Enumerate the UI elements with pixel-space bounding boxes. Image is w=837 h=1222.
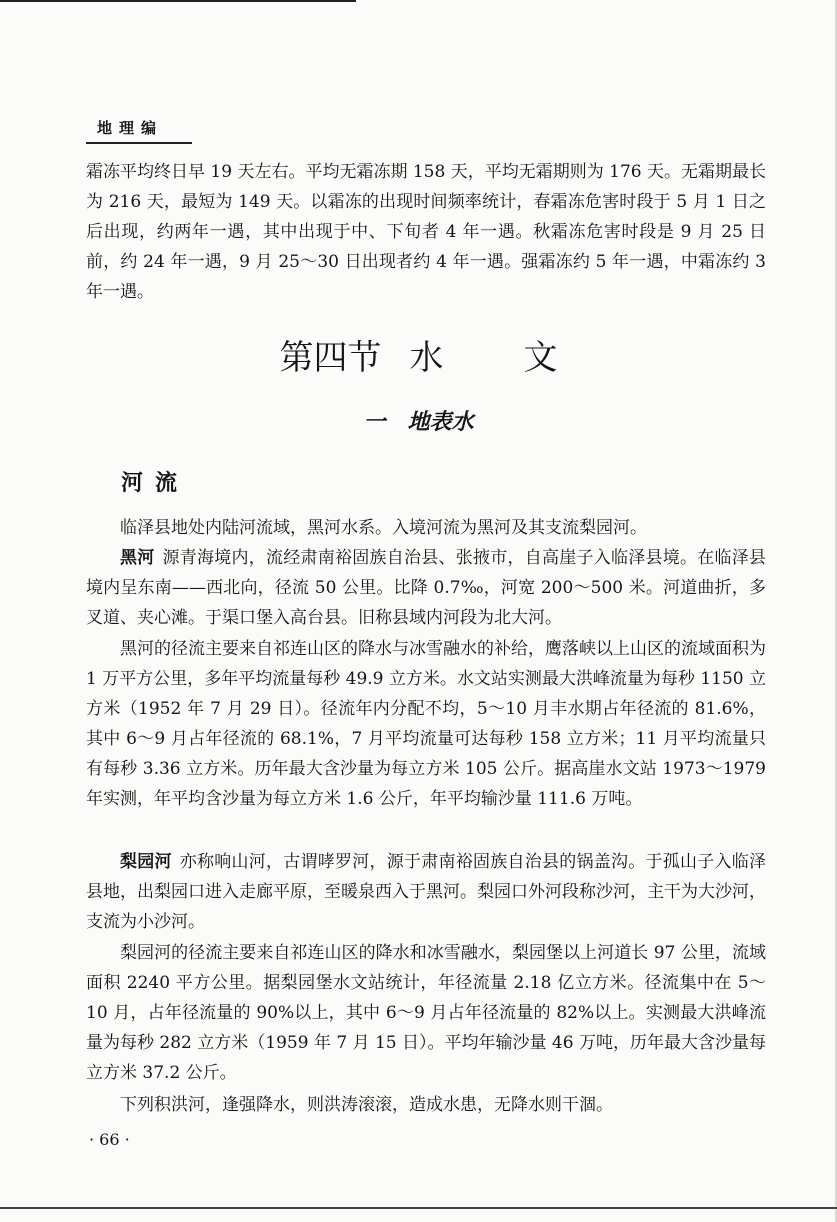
page-number: · 66 ·: [89, 1130, 130, 1149]
running-header: 地理编: [97, 119, 164, 137]
liyuan-term: 梨园河: [120, 852, 172, 872]
heihe-term: 黑河: [120, 548, 155, 568]
subsection-title: 一 地表水: [363, 409, 474, 435]
header-underline: [86, 142, 192, 144]
liyuan-runoff-paragraph: 梨园河的径流主要来自祁连山区的降水和冰雪融水，梨园堡以上河道长 97 公里，流域面积 2240 平方公里。据梨园堡水文站统计，年径流量 2.18 亿立方米。径流集中在 5～10 月，占年径流量的 90%以上，其中 6～9 月占年径流量的 82%以上。实测最大洪峰流量为每秒 282 立方米（1959 年 7 月 15 日）。平均年输沙量 46 万吨，历年最大含沙量每立方米 37.2 公斤。: [86, 943, 766, 1083]
section-word-1: 水: [409, 338, 444, 378]
flood-paragraph: 下列积洪河，逢强降水，则洪涛滚滚，造成水患，无降水则干涸。: [120, 1095, 613, 1115]
top-rule: [0, 0, 356, 2]
heihe-runoff-paragraph: 黑河的径流主要来自祁连山区的降水与冰雪融水的补给，鹰落峡以上山区的流域面积为 1 万平方公里，多年平均流量每秒 49.9 立方米。水文站实测最大洪峰流量为每秒 1150 立方米（1952 年 7 月 29 日）。径流年内分配不均，5～10 月丰水期占年径流的 81.6%，其中 6～9 月占年径流的 68.1%，7 月平均流量可达每秒 158 立方米；11 月平均流量只有每秒 3.36 立方米。历年最大含沙量为每立方米 105 公斤。据高崖水文站 1973～1979 年实测，年平均含沙量为每立方米 1.6 公斤，年平均输沙量 111.6 万吨。: [86, 639, 766, 809]
continued-paragraph: 霜冻平均终日早 19 天左右。平均无霜冻期 158 天，平均无霜期则为 176 天。无霜期最长为 216 天，最短为 149 天。以霜冻的出现时间频率统计，春霜冻危害时段于 5 月 1 日之后出现，约两年一遇，其中出现于中、下旬者 4 年一遇。秋霜冻危害时段是 9 月 25 日前，约 24 年一遇，9 月 25～30 日出现者约 4 年一遇。强霜冻约 5 年一遇，中霜冻约 3 年一遇。: [86, 162, 766, 302]
heihe-paragraph: [86, 543, 766, 633]
liyuan-paragraph: [86, 847, 766, 937]
topic-heading: 河流: [121, 471, 190, 496]
section-word-2: 文: [523, 338, 558, 378]
section-number: 第四节: [279, 338, 382, 378]
liyuan-text: 亦称响山河，古谓哮罗河，源于肃南裕固族自治县的锅盖沟。于孤山子入临泽县地，出梨园口进入走廊平原，至暖泉西入于黑河。梨园口外河段称沙河，主干为大沙河，支流为小沙河。: [86, 852, 766, 932]
intro-paragraph: 临泽县地处内陆河流域，黑河水系。入境河流为黑河及其支流梨园河。: [120, 518, 647, 538]
section-title: [0, 334, 837, 382]
bottom-rule: [0, 1207, 837, 1209]
heihe-text: 源青海境内，流经肃南裕固族自治县、张掖市，自高崖子入临泽县境。在临泽县境内呈东南——西北向，径流 50 公里。比降 0.7‰，河宽 200～500 米。河道曲折，多叉道、夹心滩。于渠口堡入高台县。旧称县域内河段为北大河。: [86, 548, 766, 628]
